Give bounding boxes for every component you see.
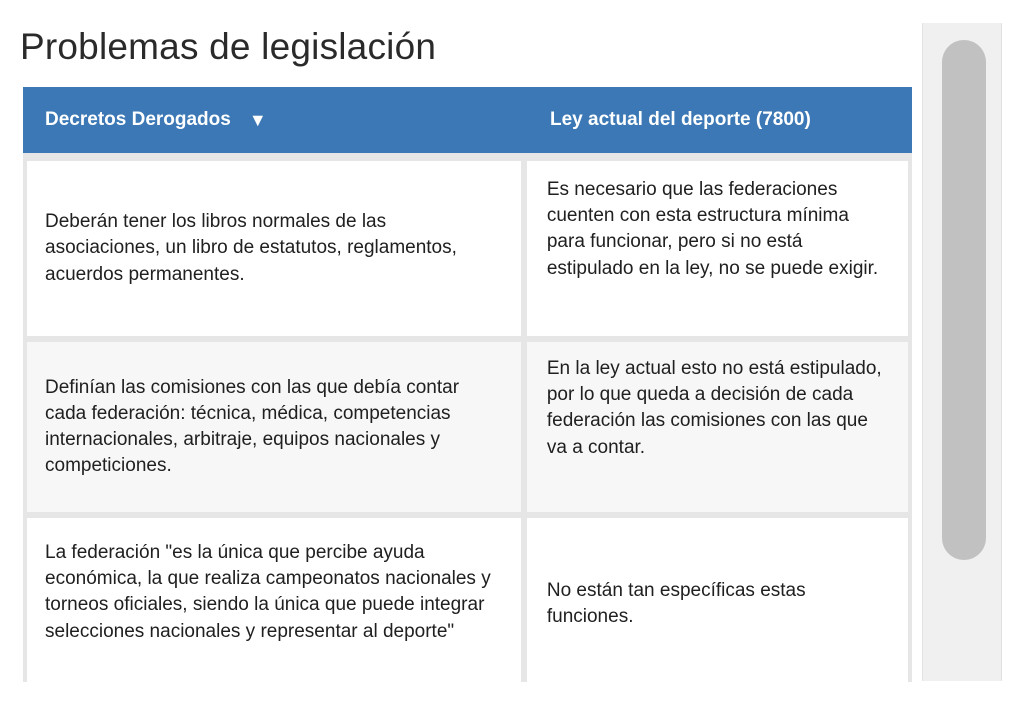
cell-decretos-derogados <box>27 518 521 682</box>
cell-text: Es necesario que las federaciones cuenten con esta estructura mínima para funcionar, pero si no está estipulado en la ley, no se puede exigir. <box>546 179 879 279</box>
cell-text: En la ley actual esto no está estipulado, por lo que queda a decisión de cada federación las comisiones con las que va a contar. <box>546 358 882 458</box>
cell-decretos-derogados <box>27 342 521 512</box>
column-header-label: Decretos Derogados <box>45 109 231 130</box>
vertical-scrollbar[interactable] <box>922 23 1002 681</box>
cell-text: Deberán tener los libros normales de las asociaciones, un libro de estatutos, reglamentos, acuerdos permanentes. <box>45 211 457 285</box>
cell-ley-actual <box>527 518 908 682</box>
table-header-row <box>23 87 912 153</box>
cell-text: La federación "es la única que percibe ayuda económica, la que realiza campeonatos nacionales y torneos oficiales, siendo la única que puede integrar selecciones nacionales y representar al deporte" <box>45 542 491 642</box>
legislation-table <box>23 87 912 682</box>
cell-text: Definían las comisiones con las que debía contar cada federación: técnica, médica, competencias internacionales, arbitraje, equipos nacionales y competiciones. <box>45 376 460 477</box>
column-header-decretos-derogados[interactable] <box>23 87 528 153</box>
page-title: Problemas de legislación <box>20 26 437 67</box>
cell-decretos-derogados <box>27 161 521 336</box>
table-row <box>23 518 912 682</box>
cell-ley-actual <box>527 342 908 512</box>
column-header-ley-actual[interactable] <box>528 87 912 153</box>
scrollbar-thumb[interactable] <box>942 40 986 560</box>
table-row <box>23 161 912 336</box>
column-header-label: Ley actual del deporte (7800) <box>550 109 811 130</box>
sort-down-icon[interactable]: ▼ <box>248 109 267 130</box>
cell-ley-actual <box>527 161 908 336</box>
table-row <box>23 342 912 512</box>
table-body <box>23 153 912 682</box>
cell-text: No están tan específicas estas funciones. <box>546 580 806 628</box>
